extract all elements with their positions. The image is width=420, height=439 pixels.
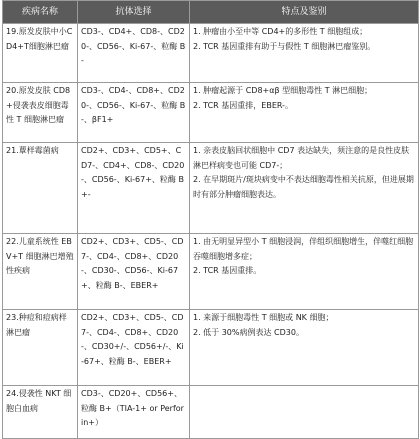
cell-disease-name: 23.种痘和痘病样淋巴瘤 xyxy=(3,310,78,386)
cell-features xyxy=(190,310,419,386)
cell-disease-name: 24.侵袭性 NKT 细胞白血病 xyxy=(3,386,78,439)
feature-line: 1. 肿瘤由小至中等 CD4+的多形性 T 细胞组成； xyxy=(193,27,368,36)
cell-antibodies: CD2+、CD3+、CD5+、CD7-、CD4+、CD8-、CD20-、CD56-、Ki-67+、粒酶 B+- xyxy=(78,143,190,234)
cell-features xyxy=(190,83,419,143)
table-row xyxy=(3,24,419,83)
feature-line: 2. 低于 30%病例表达 CD30。 xyxy=(193,327,304,337)
cell-antibodies: CD3-、CD4+、CD8-、CD20-、CD56-、Ki-67-、粒酶 B- xyxy=(78,24,190,83)
feature-line: 1. 来源于细胞毒性 T 细胞或 NK 细胞； xyxy=(193,313,334,322)
document-table-wrapper xyxy=(2,0,418,439)
header-antibody-selection: 抗体选择 xyxy=(78,1,190,24)
cell-antibodies: CD2+、CD3+、CD5-、CD7-、CD4-、CD8+、CD20-、CD30-、CD56-、Ki-67+、粒酶 B-、EBER+ xyxy=(78,234,190,310)
feature-line: 2. TCR 基因重排有助于与假性 T 细胞淋巴瘤鉴别。 xyxy=(193,41,376,51)
cell-features xyxy=(190,24,419,83)
feature-line: 2. 在早期斑片/斑块病变中不表达细胞毒性相关抗原，但进展期时有部分肿瘤细胞表达。 xyxy=(193,175,414,199)
feature-line: 1. 由无明显异型小 T 细胞浸润，伴组织细胞增生，伴噬红细胞吞噬细胞增多症； xyxy=(193,237,414,261)
table-row xyxy=(3,143,419,234)
cell-features xyxy=(190,143,419,234)
cell-features xyxy=(190,386,419,439)
cell-disease-name: 21.蕈样霉菌病 xyxy=(3,143,78,234)
table-row xyxy=(3,234,419,310)
feature-line: 2. TCR 基因重排。 xyxy=(193,266,262,275)
table-header-row xyxy=(3,1,419,24)
cell-antibodies: CD3-、CD4-、CD8+、CD20-、CD56-、Ki-67-、粒酶 B-、βF1+ xyxy=(78,83,190,143)
table-row xyxy=(3,83,419,143)
table-row xyxy=(3,386,419,439)
cell-disease-name: 22.儿童系统性 EBV+T 细胞淋巴增殖性疾病 xyxy=(3,234,78,310)
header-disease-name: 疾病名称 xyxy=(3,1,78,24)
cell-disease-name: 20.原发皮肤 CD8+侵袭表皮细胞毒性 T 细胞淋巴瘤 xyxy=(3,83,78,143)
header-features: 特点及鉴别 xyxy=(190,1,419,24)
cell-antibodies: CD2+、CD3+、CD5-、CD7-、CD4-、CD8+、CD20-、CD30+/-、CD56+/-、Ki-67+、粒酶 B-、EBER+ xyxy=(78,310,190,386)
feature-line: 2. TCR 基因重排，EBER-。 xyxy=(193,100,293,110)
cell-disease-name: 19.原发皮肤中小CD4+T细胞淋巴瘤 xyxy=(3,24,78,83)
cell-features xyxy=(190,234,419,310)
lymphoma-differential-table xyxy=(2,0,419,439)
feature-line: 1. 肿瘤起源于 CD8+αβ 型细胞毒性 T 淋巴细胞； xyxy=(193,86,373,95)
feature-line: 1. 亲表皮脑回状细胞中 CD7 表达缺失，须注意的是良性皮肤淋巴样病变也可能 CD7-； xyxy=(193,146,410,170)
table-row xyxy=(3,310,419,386)
cell-antibodies: CD3-、CD20+、CD56+、粒酶 B+（TIA-1+ or Perforin+） xyxy=(78,386,190,439)
